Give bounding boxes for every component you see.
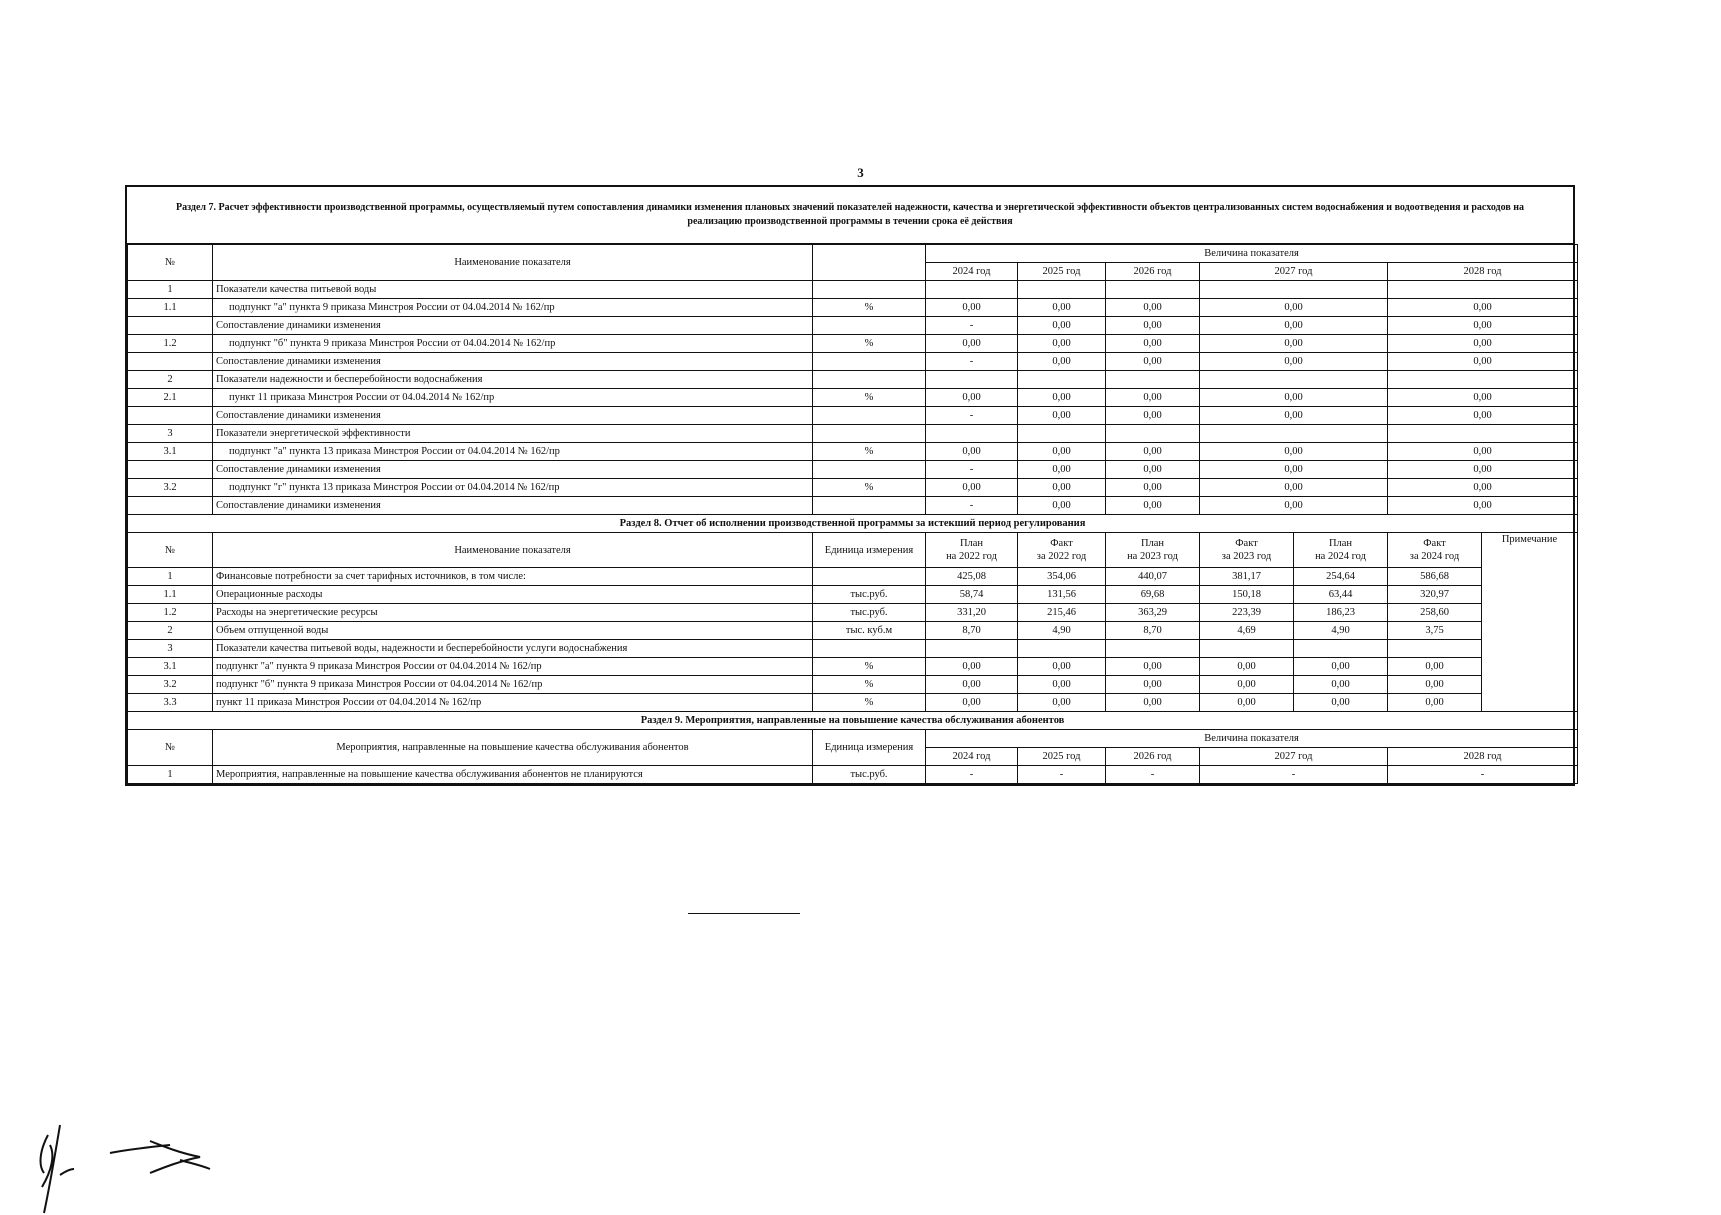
row-value: 0,00 — [1106, 443, 1200, 461]
row-num: 1.1 — [128, 299, 213, 317]
row-value: 0,00 — [1106, 497, 1200, 515]
row-name: подпункт "а" пункта 9 приказа Минстроя России от 04.04.2014 № 162/пр — [213, 299, 813, 317]
row-num: 2.1 — [128, 389, 213, 407]
header-num: № — [128, 245, 213, 281]
section9-title: Раздел 9. Мероприятия, направленные на повышение качества обслуживания абонентов — [128, 712, 1578, 730]
row-name: Показатели энергетической эффективности — [213, 425, 813, 443]
table-row — [128, 766, 1578, 784]
row-value — [1106, 425, 1200, 443]
row-value: 150,18 — [1200, 586, 1294, 604]
row-value — [926, 640, 1018, 658]
row-value: 0,00 — [1106, 353, 1200, 371]
row-unit: % — [813, 694, 926, 712]
row-num: 3 — [128, 640, 213, 658]
row-num: 3.1 — [128, 443, 213, 461]
row-num — [128, 497, 213, 515]
table-row — [128, 622, 1578, 640]
table-row — [128, 694, 1578, 712]
row-value: 0,00 — [1106, 658, 1200, 676]
row-value: 0,00 — [1018, 299, 1106, 317]
row-value: 0,00 — [1388, 497, 1578, 515]
report-table — [127, 244, 1578, 784]
header-note: Примечание — [1482, 533, 1578, 712]
row-unit — [813, 425, 926, 443]
row-value: - — [926, 353, 1018, 371]
row-value — [1388, 371, 1578, 389]
row-unit: тыс.руб. — [813, 604, 926, 622]
row-value: 223,39 — [1200, 604, 1294, 622]
row-value — [1106, 281, 1200, 299]
section9-title-row — [128, 712, 1578, 730]
section8-header-row — [128, 533, 1578, 568]
page-number: 3 — [857, 165, 864, 180]
table-row — [128, 461, 1578, 479]
row-name: пункт 11 приказа Минстроя России от 04.04.2014 № 162/пр — [213, 389, 813, 407]
row-value: 0,00 — [1106, 461, 1200, 479]
row-value: 0,00 — [1106, 317, 1200, 335]
row-value: 0,00 — [1200, 317, 1388, 335]
row-value — [1106, 640, 1200, 658]
row-num: 3.2 — [128, 479, 213, 497]
table-row — [128, 425, 1578, 443]
row-value: 0,00 — [1388, 694, 1482, 712]
row-num: 3 — [128, 425, 213, 443]
row-value: 0,00 — [1294, 694, 1388, 712]
header-period-kind: План — [1140, 538, 1165, 549]
header-period-year: за 2023 год — [1221, 551, 1272, 562]
header-period — [1018, 533, 1106, 568]
row-value: 0,00 — [1200, 676, 1294, 694]
row-value: 4,69 — [1200, 622, 1294, 640]
table-row — [128, 676, 1578, 694]
table-row — [128, 479, 1578, 497]
row-value — [926, 371, 1018, 389]
row-value: 3,75 — [1388, 622, 1482, 640]
row-unit: % — [813, 299, 926, 317]
row-value: 0,00 — [1018, 497, 1106, 515]
row-value: 0,00 — [1200, 694, 1294, 712]
section8-title-row — [128, 515, 1578, 533]
header-period-year: на 2022 год — [946, 551, 997, 562]
table-row — [128, 353, 1578, 371]
row-value: 0,00 — [1388, 353, 1578, 371]
row-value: 0,00 — [1388, 461, 1578, 479]
report-sheet — [125, 185, 1575, 786]
row-value: 0,00 — [1388, 658, 1482, 676]
row-value — [1018, 281, 1106, 299]
row-value: 0,00 — [1200, 658, 1294, 676]
row-value: 0,00 — [1388, 389, 1578, 407]
section7-title: Раздел 7. Расчет эффективности производственной программы, осуществляемый путем сопоставления динамики изменения плановых значений показателей надежности, качества и энергетической эффективности объектов централизованных систем водоснабжения и водоотведения и расходов на реализацию производственной программы в течении срока её действия — [127, 187, 1573, 244]
header-value-label: Величина показателя — [926, 730, 1578, 748]
row-value — [1388, 281, 1578, 299]
row-name: Сопоставление динамики изменения — [213, 353, 813, 371]
table-row — [128, 443, 1578, 461]
header-period-year: на 2023 год — [1127, 551, 1178, 562]
row-value: - — [1200, 766, 1388, 784]
row-value: 0,00 — [1106, 389, 1200, 407]
row-name: подпункт "г" пункта 13 приказа Минстроя России от 04.04.2014 № 162/пр — [213, 479, 813, 497]
row-name: Показатели качества питьевой воды — [213, 281, 813, 299]
row-value — [926, 425, 1018, 443]
row-value: 0,00 — [1106, 694, 1200, 712]
row-name: Сопоставление динамики изменения — [213, 317, 813, 335]
row-value: 0,00 — [1018, 658, 1106, 676]
header-num: № — [128, 533, 213, 568]
header-name: Наименование показателя — [213, 533, 813, 568]
row-num — [128, 407, 213, 425]
row-unit — [813, 353, 926, 371]
row-value — [1388, 640, 1482, 658]
header-year: 2026 год — [1106, 748, 1200, 766]
row-value: 0,00 — [1018, 407, 1106, 425]
row-value: 0,00 — [1018, 389, 1106, 407]
row-num: 1 — [128, 281, 213, 299]
header-period-year: за 2022 год — [1036, 551, 1087, 562]
row-unit: тыс.руб. — [813, 766, 926, 784]
row-value: 0,00 — [1388, 443, 1578, 461]
header-period — [1200, 533, 1294, 568]
row-value — [1294, 640, 1388, 658]
row-num: 1 — [128, 568, 213, 586]
table-row — [128, 640, 1578, 658]
row-name: подпункт "а" пункта 13 приказа Минстроя России от 04.04.2014 № 162/пр — [213, 443, 813, 461]
row-value — [1018, 371, 1106, 389]
row-value: 425,08 — [926, 568, 1018, 586]
row-name: пункт 11 приказа Минстроя России от 04.04.2014 № 162/пр — [213, 694, 813, 712]
table-row — [128, 371, 1578, 389]
table-row — [128, 407, 1578, 425]
row-value: - — [926, 766, 1018, 784]
row-value: 0,00 — [1018, 443, 1106, 461]
row-value — [1200, 371, 1388, 389]
row-num: 2 — [128, 622, 213, 640]
row-name: подпункт "б" пункта 9 приказа Минстроя России от 04.04.2014 № 162/пр — [213, 676, 813, 694]
row-name: Сопоставление динамики изменения — [213, 461, 813, 479]
row-unit — [813, 371, 926, 389]
row-unit: % — [813, 335, 926, 353]
row-value: 69,68 — [1106, 586, 1200, 604]
table-row — [128, 568, 1578, 586]
row-num: 3.3 — [128, 694, 213, 712]
row-name: подпункт "б" пункта 9 приказа Минстроя России от 04.04.2014 № 162/пр — [213, 335, 813, 353]
row-num: 1.2 — [128, 335, 213, 353]
row-value: - — [1388, 766, 1578, 784]
row-value — [1200, 425, 1388, 443]
row-value: 258,60 — [1388, 604, 1482, 622]
row-value — [1388, 425, 1578, 443]
row-value: 0,00 — [1200, 407, 1388, 425]
row-value: - — [926, 407, 1018, 425]
header-value-label: Величина показателя — [926, 245, 1578, 263]
row-value: 0,00 — [1200, 443, 1388, 461]
row-value: 0,00 — [1018, 479, 1106, 497]
header-year: 2025 год — [1018, 748, 1106, 766]
row-name: Мероприятия, направленные на повышение качества обслуживания абонентов не планируются — [213, 766, 813, 784]
row-unit: % — [813, 676, 926, 694]
row-value: 0,00 — [1018, 461, 1106, 479]
row-value: 0,00 — [1106, 335, 1200, 353]
row-name: Сопоставление динамики изменения — [213, 497, 813, 515]
row-value: 0,00 — [1388, 479, 1578, 497]
row-value: 0,00 — [1388, 335, 1578, 353]
row-value: 363,29 — [1106, 604, 1200, 622]
row-value: 58,74 — [926, 586, 1018, 604]
header-year: 2025 год — [1018, 263, 1106, 281]
row-value: 8,70 — [926, 622, 1018, 640]
header-period — [1294, 533, 1388, 568]
header-year: 2026 год — [1106, 263, 1200, 281]
header-year: 2024 год — [926, 263, 1018, 281]
header-name: Мероприятия, направленные на повышение качества обслуживания абонентов — [213, 730, 813, 766]
row-value: 0,00 — [926, 389, 1018, 407]
row-value: 63,44 — [1294, 586, 1388, 604]
row-value: 0,00 — [1018, 694, 1106, 712]
header-period-kind: Факт — [1423, 538, 1446, 549]
row-value: - — [926, 317, 1018, 335]
row-value: - — [926, 497, 1018, 515]
row-value: 354,06 — [1018, 568, 1106, 586]
header-period-kind: Факт — [1235, 538, 1258, 549]
row-value: 586,68 — [1388, 568, 1482, 586]
header-year: 2027 год — [1200, 748, 1388, 766]
row-num: 1.2 — [128, 604, 213, 622]
row-value: 0,00 — [1018, 317, 1106, 335]
section7-header-row — [128, 245, 1578, 263]
table-row — [128, 658, 1578, 676]
row-unit — [813, 461, 926, 479]
table-row — [128, 497, 1578, 515]
row-value — [1200, 281, 1388, 299]
row-num: 3.1 — [128, 658, 213, 676]
table-row — [128, 299, 1578, 317]
row-value: 0,00 — [1106, 407, 1200, 425]
header-unit — [813, 245, 926, 281]
row-name: Показатели надежности и бесперебойности водоснабжения — [213, 371, 813, 389]
header-year: 2028 год — [1388, 748, 1578, 766]
table-row — [128, 389, 1578, 407]
header-period — [1388, 533, 1482, 568]
row-value: 0,00 — [926, 299, 1018, 317]
row-unit: % — [813, 443, 926, 461]
table-row — [128, 281, 1578, 299]
table-row — [128, 335, 1578, 353]
section8-title: Раздел 8. Отчет об исполнении производственной программы за истекший период регулирования — [128, 515, 1578, 533]
row-value: 0,00 — [926, 658, 1018, 676]
row-value: 0,00 — [926, 676, 1018, 694]
row-value — [1018, 640, 1106, 658]
header-num: № — [128, 730, 213, 766]
row-unit — [813, 497, 926, 515]
header-year: 2028 год — [1388, 263, 1578, 281]
row-value — [1200, 640, 1294, 658]
header-year: 2024 год — [926, 748, 1018, 766]
row-value: 0,00 — [1200, 353, 1388, 371]
row-unit — [813, 317, 926, 335]
handwritten-signature — [30, 1095, 230, 1215]
row-value: 0,00 — [1200, 389, 1388, 407]
header-period-year: на 2024 год — [1315, 551, 1366, 562]
row-value: 0,00 — [1106, 676, 1200, 694]
row-value — [1106, 371, 1200, 389]
row-value: 0,00 — [926, 335, 1018, 353]
row-unit: % — [813, 479, 926, 497]
row-value: 0,00 — [1388, 676, 1482, 694]
header-period-kind: План — [1328, 538, 1353, 549]
row-unit: % — [813, 389, 926, 407]
row-value: 186,23 — [1294, 604, 1388, 622]
row-value: 0,00 — [1200, 299, 1388, 317]
row-unit: тыс. куб.м — [813, 622, 926, 640]
row-value: 131,56 — [1018, 586, 1106, 604]
header-year: 2027 год — [1200, 263, 1388, 281]
row-value: 254,64 — [1294, 568, 1388, 586]
row-value: 0,00 — [1294, 676, 1388, 694]
row-unit: % — [813, 658, 926, 676]
header-unit: Единица измерения — [813, 730, 926, 766]
header-period-kind: Факт — [1050, 538, 1073, 549]
footer-rule — [688, 913, 800, 914]
row-value: 0,00 — [1018, 335, 1106, 353]
row-value: 331,20 — [926, 604, 1018, 622]
header-period — [1106, 533, 1200, 568]
row-value: 0,00 — [1018, 353, 1106, 371]
row-num: 2 — [128, 371, 213, 389]
header-period-kind: План — [959, 538, 984, 549]
row-value: 381,17 — [1200, 568, 1294, 586]
table-row — [128, 586, 1578, 604]
header-name: Наименование показателя — [213, 245, 813, 281]
row-unit — [813, 407, 926, 425]
row-unit — [813, 281, 926, 299]
row-num: 3.2 — [128, 676, 213, 694]
header-unit: Единица измерения — [813, 533, 926, 568]
row-value: 0,00 — [1106, 299, 1200, 317]
row-value: 0,00 — [1200, 497, 1388, 515]
row-value: 0,00 — [1388, 299, 1578, 317]
row-unit — [813, 640, 926, 658]
header-period — [926, 533, 1018, 568]
row-value — [1018, 425, 1106, 443]
row-value: 0,00 — [926, 443, 1018, 461]
row-num: 1.1 — [128, 586, 213, 604]
row-name: подпункт "а" пункта 9 приказа Минстроя России от 04.04.2014 № 162/пр — [213, 658, 813, 676]
row-value: 0,00 — [1106, 479, 1200, 497]
row-value: - — [1106, 766, 1200, 784]
row-num — [128, 353, 213, 371]
row-num: 1 — [128, 766, 213, 784]
row-name: Операционные расходы — [213, 586, 813, 604]
row-unit — [813, 568, 926, 586]
section9-header-row — [128, 730, 1578, 748]
table-row — [128, 317, 1578, 335]
table-row — [128, 604, 1578, 622]
row-value: - — [1018, 766, 1106, 784]
row-name: Показатели качества питьевой воды, надежности и бесперебойности услуги водоснабжения — [213, 640, 813, 658]
row-num — [128, 461, 213, 479]
row-value: 0,00 — [1018, 676, 1106, 694]
row-name: Сопоставление динамики изменения — [213, 407, 813, 425]
row-name: Расходы на энергетические ресурсы — [213, 604, 813, 622]
row-value: 0,00 — [1200, 479, 1388, 497]
row-value: 0,00 — [1388, 317, 1578, 335]
row-value: - — [926, 461, 1018, 479]
row-name: Финансовые потребности за счет тарифных источников, в том числе: — [213, 568, 813, 586]
row-value: 0,00 — [1294, 658, 1388, 676]
row-value: 4,90 — [1018, 622, 1106, 640]
row-value: 0,00 — [926, 694, 1018, 712]
row-value: 0,00 — [1388, 407, 1578, 425]
row-value: 4,90 — [1294, 622, 1388, 640]
row-num — [128, 317, 213, 335]
row-value: 0,00 — [1200, 461, 1388, 479]
row-value — [926, 281, 1018, 299]
row-value: 320,97 — [1388, 586, 1482, 604]
row-value: 8,70 — [1106, 622, 1200, 640]
row-value: 0,00 — [926, 479, 1018, 497]
row-value: 215,46 — [1018, 604, 1106, 622]
row-value: 0,00 — [1200, 335, 1388, 353]
row-name: Объем отпущенной воды — [213, 622, 813, 640]
row-unit: тыс.руб. — [813, 586, 926, 604]
row-value: 440,07 — [1106, 568, 1200, 586]
header-period-year: за 2024 год — [1409, 551, 1460, 562]
